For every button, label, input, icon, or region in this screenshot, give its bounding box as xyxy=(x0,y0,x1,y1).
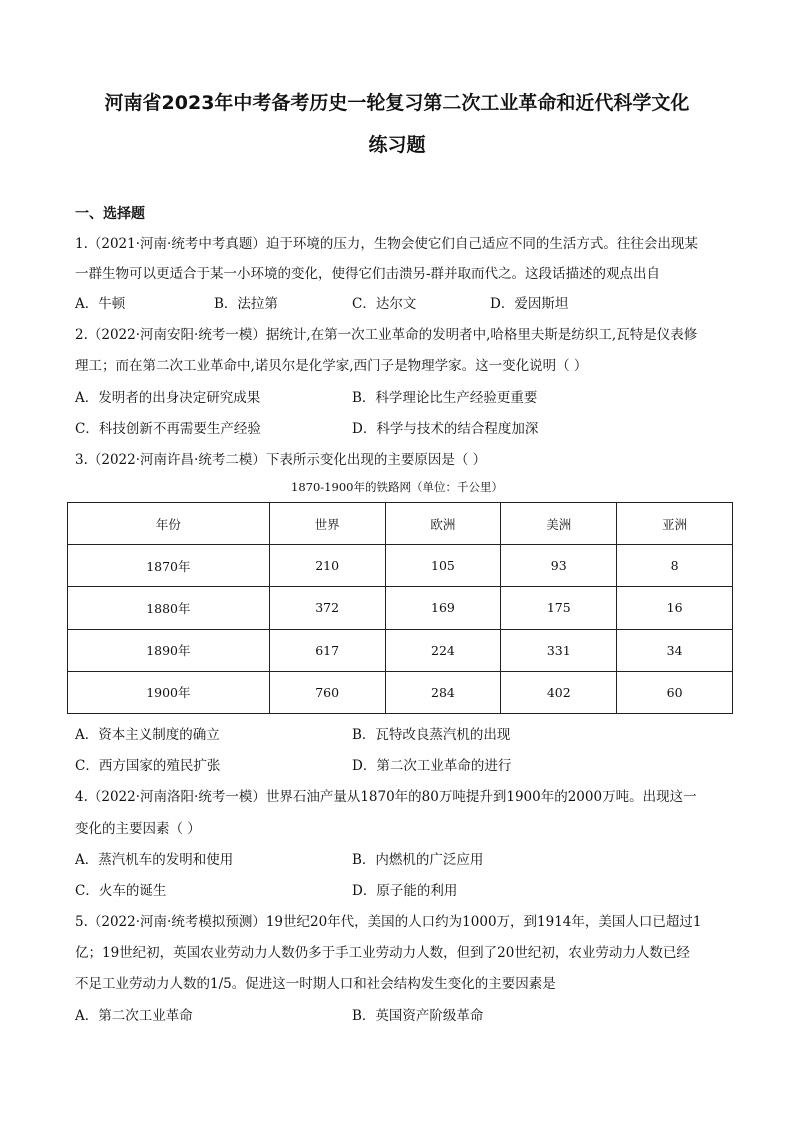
question-4-text: 4.（2022·河南洛阳·统考一模）世界石油产量从1870年的80万吨提升到1900年的2000万吨。出现这一 xyxy=(75,789,697,805)
question-2-text-cont: 理工；而在第二次工业革命中,诺贝尔是化学家,西门子是物理学家。这一变化说明（ ） xyxy=(75,358,588,374)
table-cell: 105 xyxy=(385,545,501,587)
question-3-option-d: D．第二次工业革命的进行 xyxy=(352,758,512,774)
table-cell: 1900年 xyxy=(68,671,270,713)
railway-table xyxy=(67,502,733,714)
question-5-option-a: A．第二次工业革命 xyxy=(75,1008,193,1024)
table-cell: 169 xyxy=(385,587,501,629)
table-cell: 34 xyxy=(617,629,733,671)
table-cell: 93 xyxy=(501,545,617,587)
question-1-option-d: D．爱因斯坦 xyxy=(490,296,569,312)
table-cell: 760 xyxy=(269,671,385,713)
table-cell: 1870年 xyxy=(68,545,270,587)
table-row xyxy=(68,587,733,629)
table-row xyxy=(68,545,733,587)
question-2-text: 2.（2022·河南安阳·统考一模）据统计,在第一次工业革命的发明者中,哈格里夫斯是纺织工,瓦特是仪表修 xyxy=(75,327,698,343)
question-4-option-b: B．内燃机的广泛应用 xyxy=(352,852,484,868)
table-row xyxy=(68,671,733,713)
question-2-option-c: C．科技创新不再需要生产经验 xyxy=(75,421,261,437)
question-4-text-cont: 变化的主要因素（ ） xyxy=(75,821,201,837)
table-header-cell: 世界 xyxy=(269,503,385,545)
table-cell: 175 xyxy=(501,587,617,629)
question-5-text: 5.（2022·河南·统考模拟预测）19世纪20年代，美国的人口约为1000万，到1914年，美国人口已超过1 xyxy=(75,914,702,930)
question-1-option-c: C．达尔文 xyxy=(352,296,417,312)
table-cell: 60 xyxy=(617,671,733,713)
table-cell: 210 xyxy=(269,545,385,587)
table-header-row xyxy=(68,503,733,545)
question-2-option-b: B．科学理论比生产经验更重要 xyxy=(352,390,538,406)
table-header-cell: 美洲 xyxy=(501,503,617,545)
question-4-option-a: A．蒸汽机车的发明和使用 xyxy=(75,852,234,868)
question-1-option-a: A．牛顿 xyxy=(75,296,126,312)
table-header-cell: 亚洲 xyxy=(617,503,733,545)
question-2-option-a: A．发明者的出身决定研究成果 xyxy=(75,390,261,406)
table-cell: 16 xyxy=(617,587,733,629)
table-cell: 8 xyxy=(617,545,733,587)
question-5-text-cont: 亿；19世纪初，英国农业劳动力人数仍多于手工业劳动力人数，但到了20世纪初，农业劳动力人数已经 xyxy=(75,945,690,961)
table-header-cell: 欧洲 xyxy=(385,503,501,545)
table-cell: 402 xyxy=(501,671,617,713)
table-cell: 331 xyxy=(501,629,617,671)
table-cell: 1890年 xyxy=(68,629,270,671)
question-4-option-c: C．火车的诞生 xyxy=(75,883,167,899)
question-5-text-cont2: 不足工业劳动力人数的1/5。促进这一时期人口和社会结构发生变化的主要因素是 xyxy=(75,976,556,992)
question-1-option-b: B．法拉第 xyxy=(214,296,278,312)
table-cell: 372 xyxy=(269,587,385,629)
table-cell: 284 xyxy=(385,671,501,713)
question-3-option-b: B．瓦特改良蒸汽机的出现 xyxy=(352,727,511,743)
table-header-cell: 年份 xyxy=(68,503,270,545)
section-heading: 一、选择题 xyxy=(75,206,145,222)
table-cell: 617 xyxy=(269,629,385,671)
table-cell: 224 xyxy=(385,629,501,671)
table-row xyxy=(68,629,733,671)
table-cell: 1880年 xyxy=(68,587,270,629)
question-2-option-d: D．科学与技术的结合程度加深 xyxy=(352,421,539,437)
document-title: 河南省2023年中考备考历史一轮复习第二次工业革命和近代科学文化 xyxy=(104,92,690,114)
question-5-option-b: B．英国资产阶级革命 xyxy=(352,1008,484,1024)
question-3-text: 3.（2022·河南许昌·统考二模）下表所示变化出现的主要原因是（ ） xyxy=(75,452,487,468)
question-3-option-c: C．西方国家的殖民扩张 xyxy=(75,758,221,774)
question-3-option-a: A．资本主义制度的确立 xyxy=(75,727,220,743)
question-4-option-d: D．原子能的利用 xyxy=(352,883,458,899)
question-1-text-cont: 一群生物可以更适合于某一小环境的变化，使得它们击溃另-群并取而代之。这段话描述的观点出自 xyxy=(75,266,661,282)
table-caption: 1870-1900年的铁路网（单位：千公里） xyxy=(291,480,503,494)
question-1-text: 1.（2021·河南·统考中考真题）迫于环境的压力，生物会使它们自己适应不同的生活方式。往往会出现某 xyxy=(75,236,698,252)
document-title-line2: 练习题 xyxy=(368,134,426,156)
